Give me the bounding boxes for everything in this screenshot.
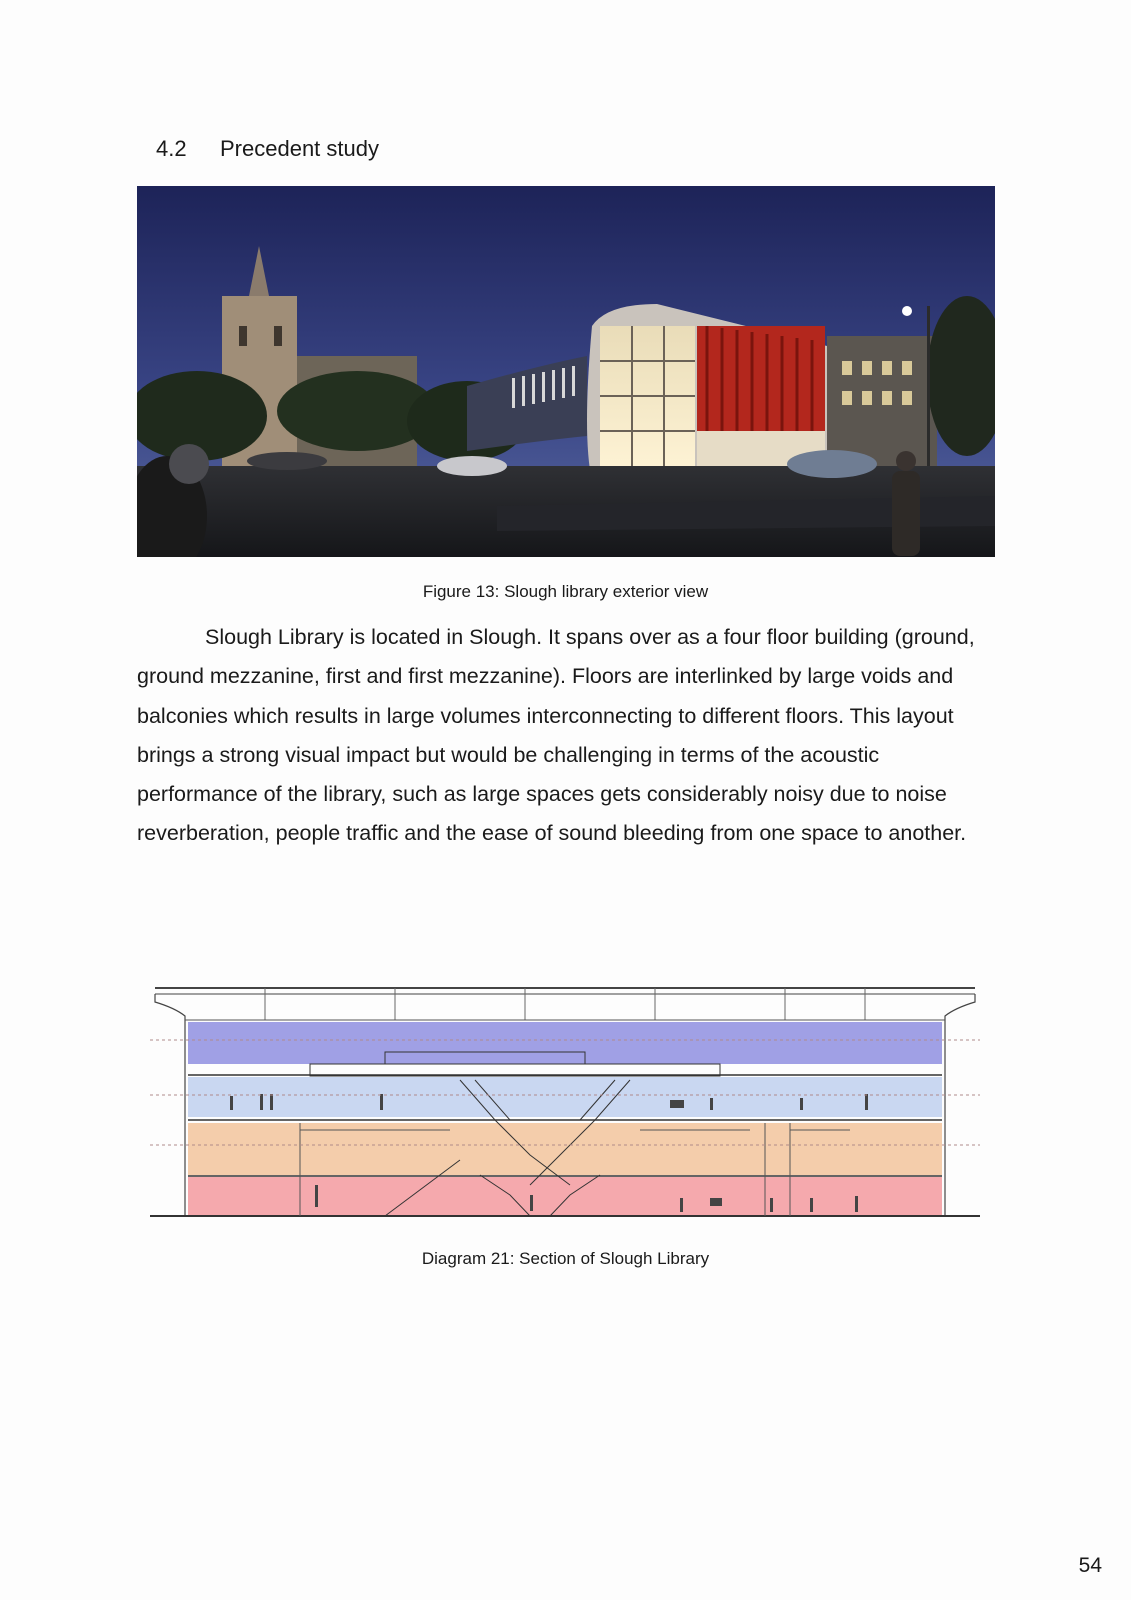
section-heading [156,136,379,162]
library-section-diagram [150,980,980,1220]
diagram-caption: Diagram 21: Section of Slough Library [421,1249,710,1268]
section-title: Precedent study [220,136,379,161]
body-paragraph-block [137,618,999,854]
body-paragraph: Slough Library is located in Slough. It spans over as a four floor building (ground, ground mezzanine, first and first mezzanine). Floors are interlinked by large voids and balconies which results in large volumes interconnecting to different floors. This layout brings a strong visual impact but would be challenging in terms of the acoustic performance of the library, such as large spaces gets considerably noisy due to noise reverberation, people traffic and the ease of sound bleeding from one space to another. [137,625,975,846]
library-exterior-photo [137,186,995,557]
section-number: 4.2 [156,136,187,161]
figure-caption: Figure 13: Slough library exterior view [422,582,709,601]
page-number: 54 [1078,1554,1102,1577]
